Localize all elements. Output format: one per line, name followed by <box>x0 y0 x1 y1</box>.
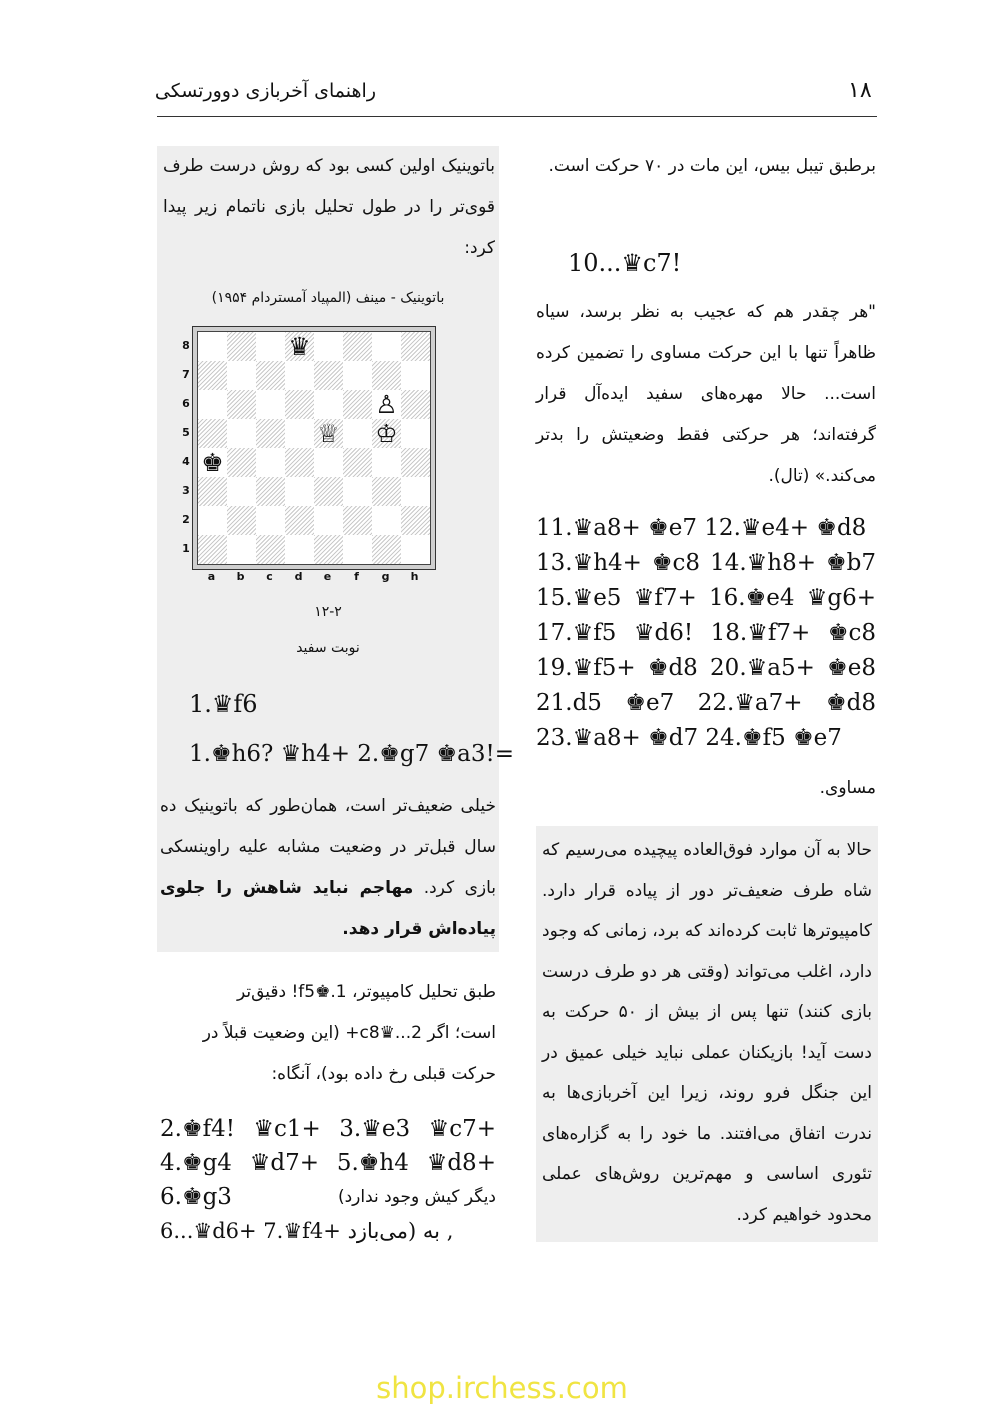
rank-label: 8 <box>182 339 190 352</box>
move-row: 6.♚g3 دیگر کیش وجود ندارد) <box>160 1180 496 1214</box>
tal-quote-paragraph: "هر چقدر هم که عجیب به نظر برسد، سیاه ظاهراً تنها با این حرکت مساوی را تضمین کرده است... حالا مهره‌های سفید ایده‌آل قرار گرفته‌اند؛ هر حرکتی فقط وضعیتش را بدتر می‌کند.» (تال). <box>536 302 876 486</box>
square-e4 <box>314 448 343 477</box>
key-principle: مهاجم نباید شاهش را جلوی پیاده‌اش قرار دهد. <box>160 878 496 939</box>
white-queen-icon: ♕ <box>317 419 340 448</box>
header-rule <box>157 116 877 117</box>
white-pawn-icon: ♙ <box>375 390 398 419</box>
square-c5 <box>256 419 285 448</box>
square-e6 <box>314 390 343 419</box>
square-e2 <box>314 506 343 535</box>
square-f8 <box>343 332 372 361</box>
file-label: e <box>323 570 332 583</box>
square-h7 <box>401 361 430 390</box>
square-d2 <box>285 506 314 535</box>
square-g8 <box>372 332 401 361</box>
move-row: 11.♛a8+ ♚e7 12.♛e4+ ♚d8 <box>536 515 867 541</box>
square-a6 <box>198 390 227 419</box>
file-label: b <box>236 570 245 583</box>
move-row: 21.d5 ♚e7 22.♛a7+ ♚d8 <box>536 690 876 716</box>
left-intro-paragraph: باتوینیک اولین کسی بود که روش درست طرف قوی‌تر را در طول تحلیل بازی ناتمام زیر پیدا کرد: <box>163 156 495 258</box>
square-h5 <box>401 419 430 448</box>
page-number: ۱۸ <box>848 78 872 103</box>
move-row: 19.♛f5+ ♚d8 20.♛a5+ ♚e8 <box>536 655 876 681</box>
right-move-list <box>536 511 876 756</box>
move-row: 6...♛d6+ 7.♛f4+ به (می‌بازد , <box>160 1219 454 1243</box>
move-row: 4.♚g4 ♛d7+ 5.♚h4 ♛d8+ <box>160 1150 496 1176</box>
square-c4 <box>256 448 285 477</box>
square-d1 <box>285 535 314 564</box>
square-b4 <box>227 448 256 477</box>
watermark-url: shop.irchess.com <box>376 1371 628 1405</box>
side-to-move: نوبت سفید <box>296 640 360 656</box>
square-a3 <box>198 477 227 506</box>
square-h3 <box>401 477 430 506</box>
move-1-alternative: 1.♚h6? ♛h4+ 2.♚g7 ♚a3!= <box>189 741 515 767</box>
square-f3 <box>343 477 372 506</box>
computer-note-line-2: است؛ اگر 2...♛c8+ (این وضعیت قبلاً در <box>202 1023 496 1043</box>
square-h6 <box>401 390 430 419</box>
file-label: g <box>381 570 390 583</box>
square-c8 <box>256 332 285 361</box>
running-header-title: راهنمای آخربازی دوورتسکی <box>154 80 376 102</box>
square-g4 <box>372 448 401 477</box>
square-b8 <box>227 332 256 361</box>
move-row: 17.♛f5 ♛d6! 18.♛f7+ ♚c8 <box>536 620 876 646</box>
rank-label: 3 <box>182 484 190 497</box>
square-c3 <box>256 477 285 506</box>
square-f7 <box>343 361 372 390</box>
square-c6 <box>256 390 285 419</box>
move-1: 1.♛f6 <box>189 690 258 718</box>
square-g2 <box>372 506 401 535</box>
left-analysis-paragraph: خیلی ضعیف‌تر است، همان‌طور که باتوینیک ده سال قبل‌تر در وضعیت مشابه علیه راوینسکی بازی کرد. مهاجم نباید شاهش را جلوی پیاده‌اش قرار دهد. <box>160 796 496 939</box>
move-row: 15.♛e5 ♛f7+ 16.♚e4 ♛g6+ <box>536 585 876 611</box>
file-label: f <box>354 570 359 583</box>
computer-note-line-1: طبق تحلیل کامپیوتر، 1.♚f5! دقیق‌تر <box>236 982 496 1002</box>
info-box <box>536 826 878 1242</box>
move-6-note: دیگر کیش وجود ندارد) <box>337 1187 496 1207</box>
black-king-icon: ♚ <box>201 448 224 477</box>
square-d6 <box>285 390 314 419</box>
square-a2 <box>198 506 227 535</box>
info-box-text: حالا به آن موارد فوق‌العاده پیچیده می‌رسیم که شاه طرف ضعیف‌تر دور از پیاده قرار دارد. کامپیوترها ثابت کرده‌اند که برد، زمانی که وجود دارد، اغلب می‌تواند (وقتی هر دو طرف درست بازی کنند) تنها پس از بیش از ۵۰ حرکت به دست آید! بازیکنان عملی نباید خیلی عمیق در این جنگل فرو روند، زیرا این آخربازی‌ها به ندرت اتفاق می‌افتند. ما خود را به گزاره‌های تئوری اساسی و مهم‌ترین روش‌های عملی محدود خواهیم کرد. <box>542 840 873 1225</box>
square-b7 <box>227 361 256 390</box>
chess-board <box>192 326 436 570</box>
board-squares <box>197 331 431 565</box>
rank-label: 2 <box>182 513 190 526</box>
square-d7 <box>285 361 314 390</box>
square-a5 <box>198 419 227 448</box>
square-h1 <box>401 535 430 564</box>
rank-label: 7 <box>182 368 190 381</box>
square-g3 <box>372 477 401 506</box>
square-a8 <box>198 332 227 361</box>
square-d3 <box>285 477 314 506</box>
square-h4 <box>401 448 430 477</box>
square-h8 <box>401 332 430 361</box>
file-label: a <box>207 570 216 583</box>
square-f2 <box>343 506 372 535</box>
square-g1 <box>372 535 401 564</box>
move-10: 10...♛c7! <box>568 249 682 277</box>
square-f4 <box>343 448 372 477</box>
square-b1 <box>227 535 256 564</box>
square-e3 <box>314 477 343 506</box>
file-label: d <box>294 570 303 583</box>
rank-label: 6 <box>182 397 190 410</box>
rank-label: 1 <box>182 542 190 555</box>
square-e7 <box>314 361 343 390</box>
move-row: 23.♛a8+ ♚d7 24.♚f5 ♚e7 <box>536 725 842 751</box>
computer-note-line-3: حرکت قبلی رخ داده بود)، آنگاه: <box>271 1064 496 1084</box>
square-a1 <box>198 535 227 564</box>
white-king-icon: ♔ <box>375 419 398 448</box>
move-row: 2.♚f4! ♛c1+ 3.♛e3 ♛c7+ <box>160 1116 496 1142</box>
square-a7 <box>198 361 227 390</box>
square-h2 <box>401 506 430 535</box>
square-f1 <box>343 535 372 564</box>
square-c1 <box>256 535 285 564</box>
black-queen-icon: ♛ <box>288 332 311 361</box>
result-draw: مساوی. <box>819 778 876 798</box>
square-b2 <box>227 506 256 535</box>
square-c2 <box>256 506 285 535</box>
right-intro-paragraph: برطبق تیبل بیس، این مات در ۷۰ حرکت است. <box>548 156 876 176</box>
square-d4 <box>285 448 314 477</box>
file-label: c <box>266 570 273 583</box>
square-c7 <box>256 361 285 390</box>
left-move-list <box>160 1112 496 1248</box>
square-f5 <box>343 419 372 448</box>
rank-label: 4 <box>182 455 190 468</box>
square-b5 <box>227 419 256 448</box>
square-g7 <box>372 361 401 390</box>
diagram-number: ۱۲-۲ <box>314 604 342 620</box>
square-e1 <box>314 535 343 564</box>
rank-label: 5 <box>182 426 190 439</box>
square-d5 <box>285 419 314 448</box>
move-row: 13.♛h4+ ♚c8 14.♛h8+ ♚b7 <box>536 550 876 576</box>
square-b3 <box>227 477 256 506</box>
square-e8 <box>314 332 343 361</box>
diagram-caption: باتوینیک - مینف (المپیاد آمستردام ۱۹۵۴) <box>211 290 445 306</box>
square-b6 <box>227 390 256 419</box>
square-f6 <box>343 390 372 419</box>
file-label: h <box>410 570 419 583</box>
